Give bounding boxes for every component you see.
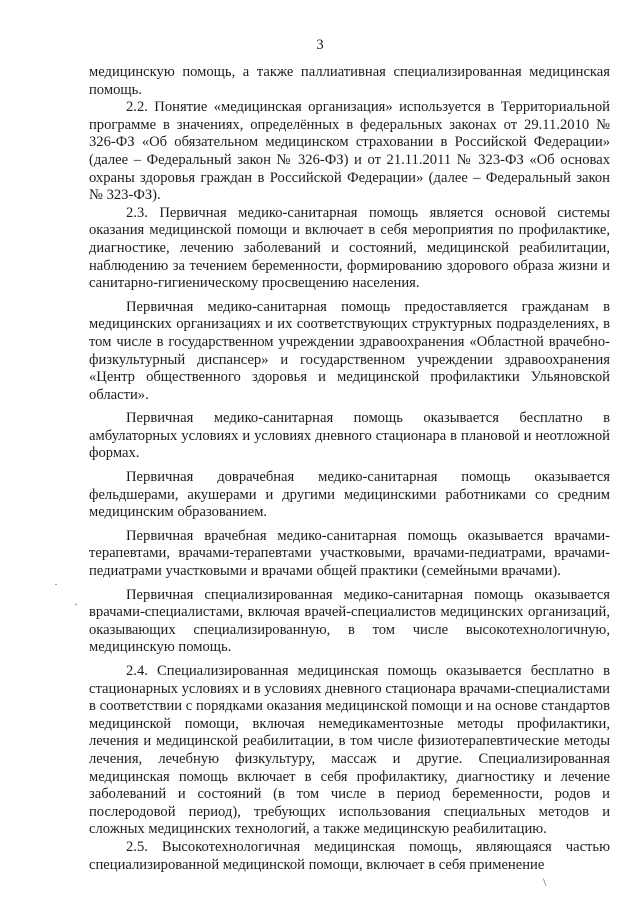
paragraph-2-2: 2.2. Понятие «медицинская организация» используется в Территориальной программе в значениях, определённых в федеральных законах от 29.11.2010 № 326-ФЗ «Об обязательном медицинском страховании в Российской Федерации» (далее – Федеральный закон № 326-ФЗ) и от 21.11.2011 № 323-ФЗ «Об основах охраны здоровья граждан в Российской Федерации» (далее – Федеральный закон № 323-ФЗ). xyxy=(89,99,610,204)
paragraph-primary-care-free: Первичная медико-санитарная помощь оказывается бесплатно в амбулаторных условиях и условиях дневного стационара в плановой и неотложной формах. xyxy=(89,410,610,462)
paragraph-2-4: 2.4. Специализированная медицинская помощь оказывается бесплатно в стационарных условиях и в условиях дневного стационара врачами-специалистами в соответствии с порядками оказания медицинской помощи и на основе стандартов медицинской помощи, включая немедикаментозные методы профилактики, лечения и медицинской реабилитации, в том числе физиотерапевтические методы лечения, лечебную физкультуру, массаж и другие. Специализированная медицинская помощь включает в себя профилактику, диагностику и лечение заболеваний и состояний (в том числе в период беременности, родов и послеродовой период), требующих использования специальных методов и сложных медицинских технологий, а также медицинскую реабилитацию. xyxy=(89,663,610,838)
scan-mark: \ xyxy=(543,875,547,889)
paragraph-physician-care: Первичная врачебная медико-санитарная помощь оказывается врачами-терапевтами, врачами-терапевтами участковыми, врачами-педиатрами, врачами-педиатрами участковыми и врачами общей практики (семейными врачами). xyxy=(89,527,610,580)
page-number: 3 xyxy=(316,37,324,53)
paragraph-2-3: 2.3. Первичная медико-санитарная помощь является основой системы оказания медицинской помощи и включает в себя мероприятия по профилактике, диагностике, лечению заболеваний и состояний, медицинской реабилитации, наблюдению за течением беременности, формированию здорового образа жизни и санитарно-гигиеническому просвещению населения. xyxy=(89,204,610,292)
scan-mark: ` xyxy=(74,601,78,615)
scan-mark: · xyxy=(54,577,58,591)
paragraph-primary-care-provision: Первичная медико-санитарная помощь предоставляется гражданам в медицинских организациях и их соответствующих структурных подразделениях, в том числе в государственном учреждении здравоохранения «Областной врачебно-физкультурный диспансер» и государственном учреждении здравоохранения «Центр общественного здоровья и медицинской профилактики Ульяновской области». xyxy=(89,298,610,403)
paragraph-specialized-primary-care: Первичная специализированная медико-санитарная помощь оказывается врачами-специалистами, включая врачей-специалистов медицинских организаций, оказывающих специализированную, в том числе высокотехнологичную, медицинскую помощь. xyxy=(89,586,610,656)
paragraph-prephysician-care: Первичная доврачебная медико-санитарная помощь оказывается фельдшерами, акушерами и другими медицинскими работниками со средним медицинским образованием. xyxy=(89,469,610,521)
document-body xyxy=(89,64,610,874)
paragraph-2-5: 2.5. Высокотехнологичная медицинская помощь, являющаяся частью специализированной медицинской помощи, включает в себя применение xyxy=(89,838,610,873)
paragraph-continuation: медицинскую помощь, а также паллиативная специализированная медицинская помощь. xyxy=(89,64,610,98)
